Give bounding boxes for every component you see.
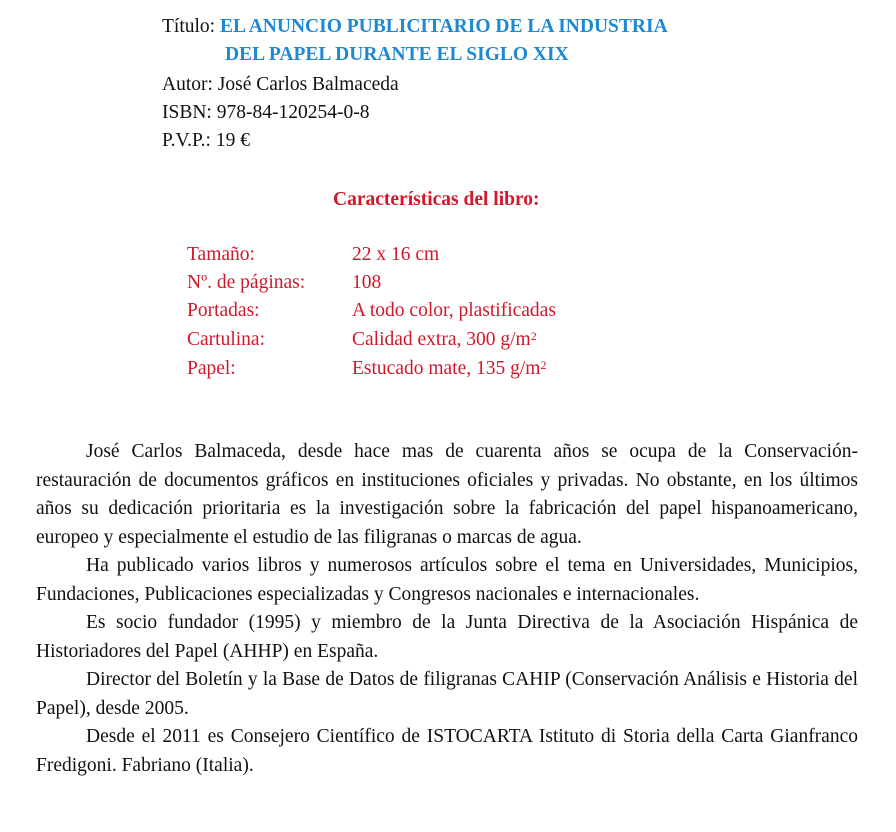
spec-value-pages: 108	[352, 272, 382, 293]
characteristics-heading: Características del libro:	[333, 189, 540, 210]
bio-paragraph: Es socio fundador (1995) y miembro de la Junta Directiva de la Asociación Hispánica de Historiadores del Papel (AHHP) en España.	[36, 612, 858, 662]
title-row	[162, 13, 668, 41]
bio-paragraph: José Carlos Balmaceda, desde hace mas de cuarenta años se ocupa de la Conservación-restauración de documentos gráficos en instituciones oficiales y privadas. No obstante, en los últimos años su dedicación prioritaria es la investigación sobre la fabricación del papel hispanoamericano, europeo y especialmente el estudio de las filigranas o marcas de agua.	[36, 441, 858, 548]
spec-label-paper: Papel:	[187, 358, 236, 379]
spec-value-covers: A todo color, plastificadas	[352, 300, 556, 321]
spec-label-covers: Portadas:	[187, 300, 260, 321]
isbn-value: 978-84-120254-0-8	[216, 102, 370, 123]
isbn-row	[162, 99, 369, 127]
spec-label-pages: Nº. de páginas:	[187, 272, 306, 293]
bio-paragraph: Ha publicado varios libros y numerosos artículos sobre el tema en Universidades, Municipios, Fundaciones, Publicaciones especializadas y Congresos nacionales e internacionales.	[36, 555, 858, 605]
spec-label-size: Tamaño:	[187, 244, 255, 265]
isbn-label: ISBN:	[162, 102, 212, 123]
author-label: Autor:	[162, 74, 213, 95]
spec-value-cardstock: Calidad extra, 300 $g/m^2$	[352, 329, 537, 350]
title-label: Título:	[162, 16, 216, 37]
book-title-line1: EL ANUNCIO PUBLICITARIO DE LA INDUSTRIA	[219, 16, 668, 37]
author-row	[162, 71, 399, 99]
spec-value-paper: Estucado mate, 135 $g/m^2$	[352, 358, 547, 379]
bio-paragraph: Director del Boletín y la Base de Datos de filigranas CAHIP (Conservación Análisis e Historia del Papel), desde 2005.	[36, 669, 858, 719]
bio-paragraph: Desde el 2011 es Consejero Científico de ISTOCARTA Istituto di Storia della Carta Gianfranco Fredigoni. Fabriano (Italia).	[36, 726, 858, 776]
spec-value-size: 22 x 16 cm	[352, 244, 440, 265]
book-title-line2: DEL PAPEL DURANTE EL SIGLO XIX	[225, 44, 569, 65]
author-biography	[36, 438, 858, 780]
author-name: José Carlos Balmaceda	[217, 74, 399, 95]
price-row	[162, 127, 250, 155]
spec-label-cardstock: Cartulina:	[187, 329, 265, 350]
price-value: 19 €	[215, 130, 250, 151]
price-label: P.V.P.:	[162, 130, 211, 151]
